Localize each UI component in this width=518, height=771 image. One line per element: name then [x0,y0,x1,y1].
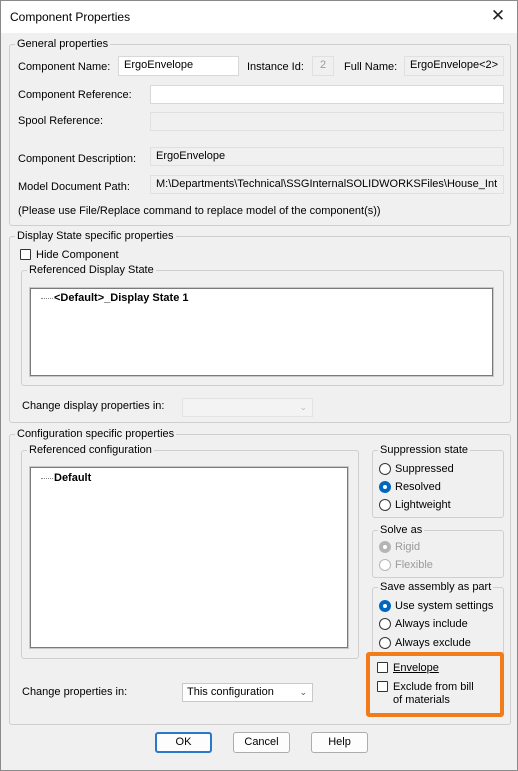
change-properties-label: Change properties in: [22,686,128,698]
exclude-from-bom-label-line1: Exclude from bill [393,681,474,693]
rigid-label: Rigid [395,541,421,553]
rigid-radio [379,541,391,553]
change-display-properties-select [182,398,313,417]
full-name-label: Full Name: [344,61,398,73]
component-description-field[interactable]: ErgoEnvelope [150,147,504,166]
display-state-tree-item[interactable]: <Default>_Display State 1 [41,292,189,304]
model-document-path-label: Model Document Path: [18,181,130,193]
always-exclude-label: Always exclude [395,637,471,649]
highlight-box [366,652,504,717]
resolved-radio[interactable] [379,481,391,493]
flexible-label: Flexible [395,559,433,571]
chevron-down-icon: ⌄ [299,687,307,697]
configuration-legend: Configuration specific properties [17,428,175,440]
ok-button[interactable]: OK [155,732,212,753]
suppression-state-legend: Suppression state [380,444,469,456]
model-document-path-field: M:\Departments\Technical\SSGInternalSOLIDWORKSFiles\House_Int [150,175,504,194]
suppressed-label: Suppressed [395,463,454,475]
exclude-from-bom-label-line2: of materials [393,694,450,706]
component-description-label: Component Description: [18,153,137,165]
general-properties-legend: General properties [17,38,109,50]
dialog-title: Component Properties [10,10,131,24]
envelope-label: Envelope [393,662,439,674]
display-state-legend: Display State specific properties [17,230,174,242]
spool-reference-field [150,112,504,131]
spool-reference-label: Spool Reference: [18,115,103,127]
configuration-tree[interactable] [30,467,348,648]
lightweight-label: Lightweight [395,499,451,511]
solve-as-legend: Solve as [380,524,423,536]
component-name-input[interactable]: ErgoEnvelope [118,56,239,76]
tree-connector-icon [41,298,53,299]
always-exclude-radio[interactable] [379,637,391,649]
lightweight-radio[interactable] [379,499,391,511]
referenced-configuration-legend: Referenced configuration [29,444,152,456]
display-state-tree[interactable] [30,288,493,376]
tree-connector-icon [41,478,53,479]
always-include-radio[interactable] [379,618,391,630]
hide-component-label: Hide Component [36,249,119,261]
component-reference-label: Component Reference: [18,89,132,101]
hide-component-checkbox[interactable] [20,249,31,260]
replace-model-note: (Please use File/Replace command to replace model of the component(s)) [18,205,381,217]
title-bar [1,1,517,33]
change-properties-select[interactable]: This configuration ⌄ [182,683,313,702]
solve-as-group [372,524,504,578]
use-system-settings-radio[interactable] [379,600,391,612]
cancel-button[interactable]: Cancel [233,732,290,753]
change-display-properties-label: Change display properties in: [22,400,165,412]
chevron-down-icon: ⌄ [299,402,307,412]
referenced-display-state-legend: Referenced Display State [29,264,154,276]
component-reference-input[interactable] [150,85,504,104]
save-assembly-legend: Save assembly as part [380,581,492,593]
resolved-label: Resolved [395,481,441,493]
flexible-radio [379,559,391,571]
help-button[interactable]: Help [311,732,368,753]
component-name-label: Component Name: [18,61,111,73]
instance-id-field: 2 [312,56,334,76]
suppressed-radio[interactable] [379,463,391,475]
instance-id-label: Instance Id: [247,61,304,73]
always-include-label: Always include [395,618,468,630]
configuration-tree-item[interactable]: Default [41,472,91,484]
use-system-settings-label: Use system settings [395,600,494,612]
close-icon[interactable]: ✕ [490,6,506,25]
full-name-field: ErgoEnvelope<2> [404,56,504,76]
